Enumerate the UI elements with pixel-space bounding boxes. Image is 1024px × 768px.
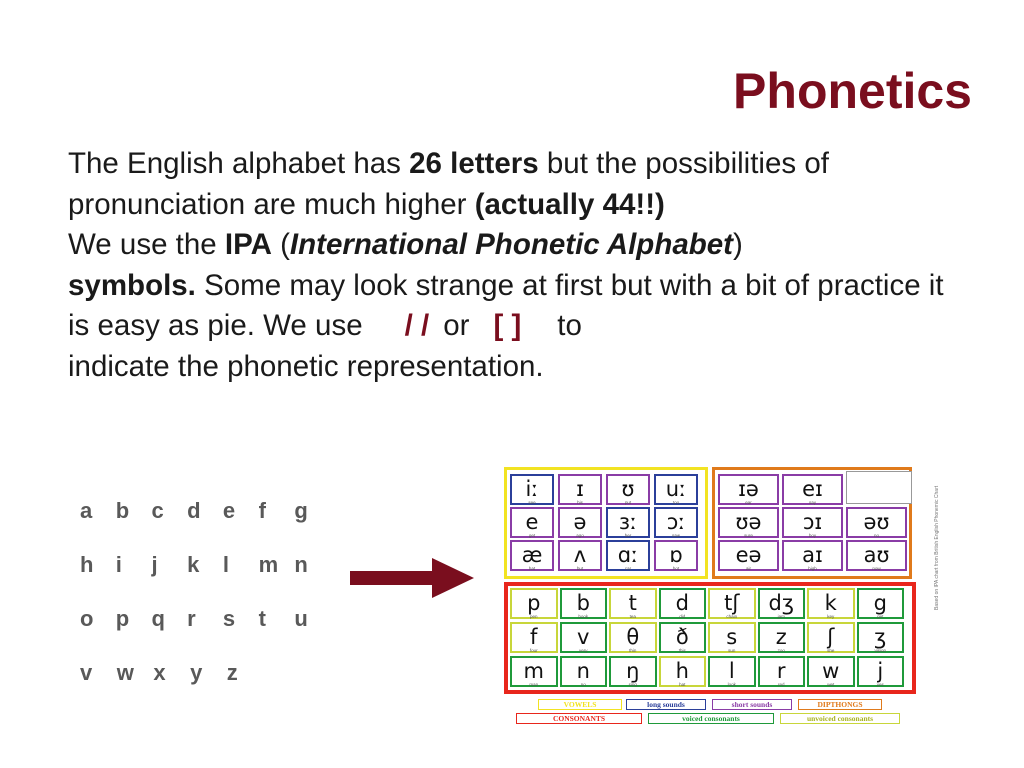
ipa-symbol: ɒ (669, 543, 683, 567)
alphabet-letter: z (226, 660, 238, 685)
alphabet-letter: o (80, 606, 94, 631)
consonant-cell (609, 622, 657, 653)
ipa-symbol: tʃ (724, 591, 740, 615)
chart-credit: Based on IPA chart from British English Phonemic Chart (934, 485, 940, 610)
vowel-cell (558, 474, 602, 505)
alphabet-letter: w (116, 660, 134, 685)
alphabet-row (80, 592, 330, 646)
ipa-example-word: sun (728, 648, 736, 653)
ipa-example-word: boy (808, 533, 817, 538)
legend-unvoiced: unvoiced consonants (780, 713, 900, 724)
ipa-symbol: θ (626, 625, 640, 649)
ipa-symbol: ɪ (576, 477, 584, 501)
ipa-symbol: eɪ (802, 477, 823, 501)
body-bold-26-letters: 26 letters (409, 147, 539, 180)
consonant-cell (807, 622, 855, 653)
alphabet-row (80, 484, 330, 538)
ipa-example-word: hat (528, 566, 536, 571)
alphabet-letter: j (151, 552, 158, 577)
ipa-example-word: this (678, 648, 686, 653)
consonant-cell (807, 656, 855, 687)
diphthong-cell (782, 540, 843, 571)
ipa-example-word: no (873, 533, 879, 538)
consonant-cell (807, 588, 855, 619)
consonant-cell (560, 588, 608, 619)
alphabet-letter: l (222, 552, 229, 577)
consonant-cell (510, 588, 558, 619)
ipa-example-word: look (727, 682, 736, 687)
legend-vowels: VOWELS (538, 699, 622, 710)
ipa-example-word: red (777, 682, 785, 687)
alphabet-row (80, 646, 330, 700)
ipa-symbol: əʊ (863, 510, 890, 534)
ipa-symbol: iː (525, 477, 539, 501)
diphthong-cell (782, 474, 843, 505)
consonant-cell (609, 588, 657, 619)
ipa-symbol: z (775, 625, 787, 649)
ipa-example-word: ago (576, 533, 584, 538)
ipa-symbol: æ (521, 543, 543, 567)
ipa-example-word: put (624, 500, 632, 505)
alphabet-letter: i (115, 552, 122, 577)
ipa-example-word: no (580, 682, 586, 687)
body-text: but the possibilities of pronunciation are much higher (68, 147, 829, 221)
right-arrow-icon (350, 558, 480, 598)
consonant-cell (659, 622, 707, 653)
ipa-symbol: k (824, 591, 837, 615)
ipa-symbol: d (675, 591, 689, 615)
ipa-symbol: dʒ (768, 591, 794, 615)
ipa-symbol: m (523, 659, 544, 683)
ipa-example-word: sing (628, 682, 637, 687)
ipa-example-word: her (624, 533, 632, 538)
ipa-symbol: ɑː (617, 543, 639, 567)
alphabet-letter: b (115, 498, 130, 523)
vowel-cell (654, 540, 698, 571)
ipa-symbol: t (628, 591, 637, 615)
consonant-cell (758, 588, 806, 619)
ipa-example-word: sure (744, 533, 753, 538)
diphthong-cell (718, 507, 779, 538)
ipa-example-word: very (578, 648, 588, 653)
ipa-symbol: ŋ (626, 659, 640, 683)
body-text: ( (271, 228, 290, 261)
alphabet-letter: v (80, 660, 93, 685)
alphabet-letter: p (115, 606, 130, 631)
alphabet-letter: a (80, 498, 93, 523)
consonant-cell (510, 622, 558, 653)
vowel-cell (558, 507, 602, 538)
ipa-example-word: book (578, 614, 589, 619)
consonant-cell (857, 622, 905, 653)
legend-voiced: voiced consonants (648, 713, 774, 724)
ipa-symbol: g (873, 591, 887, 615)
ipa-example-word: get (528, 533, 536, 538)
alphabet-grid (80, 484, 330, 700)
ipa-example-word: ear (745, 500, 752, 505)
ipa-example-word: wet (827, 682, 835, 687)
ipa-symbol: f (530, 625, 538, 649)
brackets-notation: [ ] (493, 309, 522, 342)
ipa-symbol: ɔː (666, 510, 686, 534)
ipa-symbol: ə (573, 510, 587, 534)
alphabet-letter: u (294, 606, 308, 631)
ipa-example-word: chain (726, 614, 738, 619)
alphabet-letter: r (187, 606, 196, 631)
ipa-symbol: ʃ (827, 625, 835, 649)
ipa-symbol: h (675, 659, 689, 683)
alphabet-letter: g (294, 498, 308, 523)
alphabet-letter: c (151, 498, 164, 523)
vowel-cell (606, 474, 650, 505)
ipa-symbol: r (776, 659, 786, 683)
ipa-example-word: now (872, 566, 881, 571)
body-bold-symbols: symbols. (68, 268, 196, 302)
ipa-symbol: uː (665, 477, 687, 501)
consonant-cell (857, 656, 905, 687)
alphabet-letter: h (80, 552, 94, 577)
vowel-cell (606, 507, 650, 538)
diphthong-cell (782, 507, 843, 538)
ipa-symbol: ɔɪ (802, 510, 823, 534)
ipa-symbol: w (822, 659, 840, 683)
body-bold-actually-44: (actually 44!!) (474, 187, 665, 221)
ipa-example-word: see (528, 500, 536, 505)
alphabet-letter: q (151, 606, 165, 631)
ipa-symbol: n (576, 659, 590, 683)
alphabet-letter: y (190, 660, 203, 685)
ipa-symbol: eə (735, 543, 762, 567)
legend-diphthongs: DIPTHONGS (798, 699, 882, 710)
ipa-phonemic-chart (500, 465, 920, 730)
consonant-cell (659, 656, 707, 687)
consonant-cell (609, 656, 657, 687)
ipa-example-word: yes (876, 682, 884, 687)
consonant-cell (708, 622, 756, 653)
ipa-example-word: vision (874, 648, 886, 653)
ipa-example-word: say (808, 500, 816, 505)
ipa-example-word: man (529, 682, 539, 687)
consonant-cell (510, 656, 558, 687)
body-text: Some may look strange at first but with a bit of practice it is easy as pie. We use (68, 268, 944, 342)
ipa-symbol: aɪ (802, 543, 823, 567)
vowel-cell (510, 507, 554, 538)
consonant-cell (708, 656, 756, 687)
ipa-example-word: high (808, 566, 817, 571)
vowel-cell (558, 540, 602, 571)
ipa-example-word: too (672, 500, 680, 505)
consonant-cell (758, 656, 806, 687)
ipa-symbol: ʊ (621, 477, 635, 501)
consonant-cell (708, 588, 756, 619)
slashes-notation: / / (404, 309, 430, 342)
legend-long-sounds: long sounds (626, 699, 706, 710)
ipa-symbol: l (728, 659, 735, 683)
ipa-example-word: pen (529, 614, 538, 619)
body-text: indicate the phonetic representation. (68, 349, 544, 383)
ipa-example-word: but (576, 566, 584, 571)
body-text: The English alphabet has (68, 147, 410, 180)
ipa-symbol: e (525, 510, 539, 534)
ipa-symbol: j (877, 659, 884, 683)
ipa-example-word: air (745, 566, 751, 571)
alphabet-letter: m (258, 552, 279, 577)
ipa-symbol: ʒ (874, 625, 887, 649)
diphthong-cell (718, 540, 779, 571)
body-bold-italic-ipa-name: International Phonetic Alphabet (289, 228, 733, 261)
vowel-cell (606, 540, 650, 571)
ipa-example-word: car (624, 566, 632, 571)
diphthong-cell (846, 540, 907, 571)
diphthong-cell (846, 507, 907, 538)
consonant-cell (659, 588, 707, 619)
ipa-symbol: s (726, 625, 738, 649)
legend-short-sounds: short sounds (712, 699, 792, 710)
ipa-symbol: ɪə (738, 477, 759, 501)
ipa-symbol: b (576, 591, 590, 615)
ipa-example-word: key (827, 614, 835, 619)
ipa-symbol: ɜː (618, 510, 638, 534)
body-text: We use the (68, 228, 225, 261)
ipa-example-word: his (577, 500, 583, 505)
ipa-example-word: she (827, 648, 835, 653)
alphabet-letter: s (222, 606, 236, 631)
vowel-cell (654, 507, 698, 538)
ipa-symbol: ʌ (573, 543, 587, 567)
slide-body-text (68, 144, 968, 387)
alphabet-letter: x (153, 660, 166, 685)
ipa-example-word: hat (679, 682, 686, 687)
diphthong-cell (718, 474, 779, 505)
ipa-symbol: p (527, 591, 541, 615)
consonant-cell (857, 588, 905, 619)
consonant-cell (758, 622, 806, 653)
consonant-cell (560, 622, 608, 653)
alphabet-letter: n (294, 552, 308, 577)
ipa-example-word: tea (629, 614, 636, 619)
body-text: ) (733, 228, 743, 261)
ipa-example-word: hot (672, 566, 680, 571)
ipa-example-word: zoo (777, 648, 785, 653)
alphabet-letter: f (258, 498, 266, 523)
empty-diphthong-cell (846, 471, 912, 504)
body-text-or: or (443, 309, 470, 342)
alphabet-row (80, 538, 330, 592)
vowel-cell (510, 474, 554, 505)
ipa-example-word: did (679, 614, 686, 619)
consonant-cell (560, 656, 608, 687)
ipa-symbol: aʊ (863, 543, 890, 567)
vowel-cell (510, 540, 554, 571)
alphabet-letter: d (187, 498, 201, 523)
ipa-example-word: thin (629, 648, 637, 653)
ipa-example-word: saw (671, 533, 680, 538)
alphabet-letter: e (222, 498, 236, 523)
alphabet-letter: k (187, 552, 200, 577)
alphabet-letter: t (258, 606, 266, 631)
ipa-symbol: v (577, 625, 590, 649)
ipa-symbol: ʊə (735, 510, 762, 534)
ipa-example-word: four (529, 648, 538, 653)
body-text-to: to (557, 309, 582, 342)
ipa-symbol: ð (675, 625, 689, 649)
slide-title: Phonetics (733, 63, 972, 119)
ipa-example-word: get (877, 614, 884, 619)
vowel-cell (654, 474, 698, 505)
body-bold-ipa: IPA (224, 228, 272, 261)
legend-consonants: CONSONANTS (516, 713, 642, 724)
ipa-example-word: jam (777, 614, 785, 619)
